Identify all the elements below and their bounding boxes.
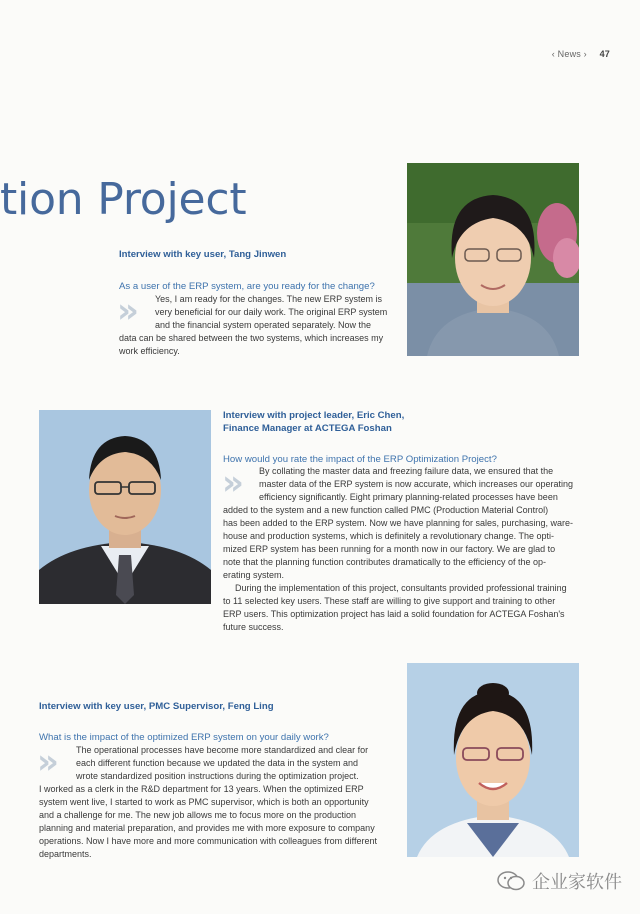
answer-line: data can be shared between the two systems, which increases my	[119, 333, 384, 343]
answer-line: and a challenge for me. The new job allows me to focus more on the production	[39, 810, 357, 820]
answer-line: erating system.	[223, 570, 285, 580]
answer-line: system went live, I started to work as PMC supervisor, which is both an opportunity	[39, 797, 369, 807]
interview-1-answer	[119, 332, 395, 358]
portrait-photo-feng-ling	[407, 663, 579, 857]
heading-line: Interview with project leader, Eric Chen,	[223, 410, 405, 421]
answer-line: and the financial system operated separately. Now the	[155, 320, 371, 330]
interview-1-question: As a user of the ERP system, are you ready for the change?	[119, 281, 375, 292]
interview-1-heading: Interview with key user, Tang Jinwen	[119, 249, 287, 260]
answer-line: efficiency significantly. Eight primary planning-related processes have been	[259, 492, 558, 502]
answer-line: Yes, I am ready for the changes. The new ERP system is	[155, 294, 382, 304]
portrait-photo-tang-jinwen	[407, 163, 579, 356]
interview-2-heading	[223, 409, 404, 435]
answer-line: The operational processes have become more standardized and clear for	[76, 745, 369, 755]
interview-3-question: What is the impact of the optimized ERP system on your daily work?	[39, 732, 329, 743]
quote-mark-icon: »	[37, 742, 53, 782]
answer-line: master data of the ERP system is now accurate, which increases our operating	[259, 479, 573, 489]
answer-line: future success.	[223, 622, 284, 632]
answer-line: During the implementation of this project, consultants provided professional training	[235, 583, 567, 593]
quote-mark-icon: »	[222, 463, 238, 503]
answer-line: work efficiency.	[119, 346, 180, 356]
interview-3-answer	[39, 783, 394, 861]
answer-line: added to the system and a new function called PMC (Production Material Control)	[223, 505, 549, 515]
answer-line: wrote standardized position instructions during the optimization project.	[76, 771, 359, 781]
answer-line: very beneficial for our daily work. The original ERP system	[155, 307, 388, 317]
answer-line: has been added to the ERP system. Now we have planning for sales, purchasing, ware-	[223, 518, 574, 528]
article-title: tion Project	[0, 174, 247, 225]
answer-line: planning and material preparation, and provides me with more exposure to company	[39, 823, 375, 833]
interview-1-answer-indented	[155, 293, 394, 332]
interview-2-question: How would you rate the impact of the ERP Optimization Project?	[223, 454, 497, 465]
watermark	[496, 868, 622, 894]
quote-mark-icon: »	[117, 291, 133, 331]
page-header	[552, 49, 610, 59]
portrait-photo-eric-chen	[39, 410, 211, 604]
answer-line: to 11 selected key users. These staff are willing to give support and training to other	[223, 596, 556, 606]
answer-line: note that the planning function contributes dramatically to the efficiency of the op-	[223, 557, 547, 567]
watermark-text: 企业家软件	[532, 872, 622, 892]
answer-line: ERP users. This optimization project has laid a solid foundation for ACTEGA Foshan's	[223, 609, 565, 619]
answer-line: house and production systems, which is definitely a revolutionary change. The opti-	[223, 531, 555, 541]
answer-line: mized ERP system has been running for a month now in our factory. We are glad to	[223, 544, 556, 554]
page-number: 47	[599, 49, 610, 59]
interview-3-heading: Interview with key user, PMC Supervisor, Feng Ling	[39, 701, 274, 712]
interview-3-answer-indented	[76, 744, 394, 783]
interview-2-answer-indented	[259, 465, 579, 504]
answer-line: operations. Now I have more and more communication with colleagues from different	[39, 836, 378, 846]
heading-line: Finance Manager at ACTEGA Foshan	[223, 423, 392, 434]
section-label: ‹ News ›	[551, 49, 587, 59]
answer-line: departments.	[39, 849, 92, 859]
wechat-logo-icon	[496, 871, 526, 891]
interview-2-answer	[223, 504, 579, 634]
answer-line: I worked as a clerk in the R&D department for 13 years. When the optimized ERP	[39, 784, 364, 794]
answer-line: By collating the master data and freezing failure data, we ensured that the	[259, 466, 554, 476]
answer-line: each different function because we updated the data in the system and	[76, 758, 359, 768]
